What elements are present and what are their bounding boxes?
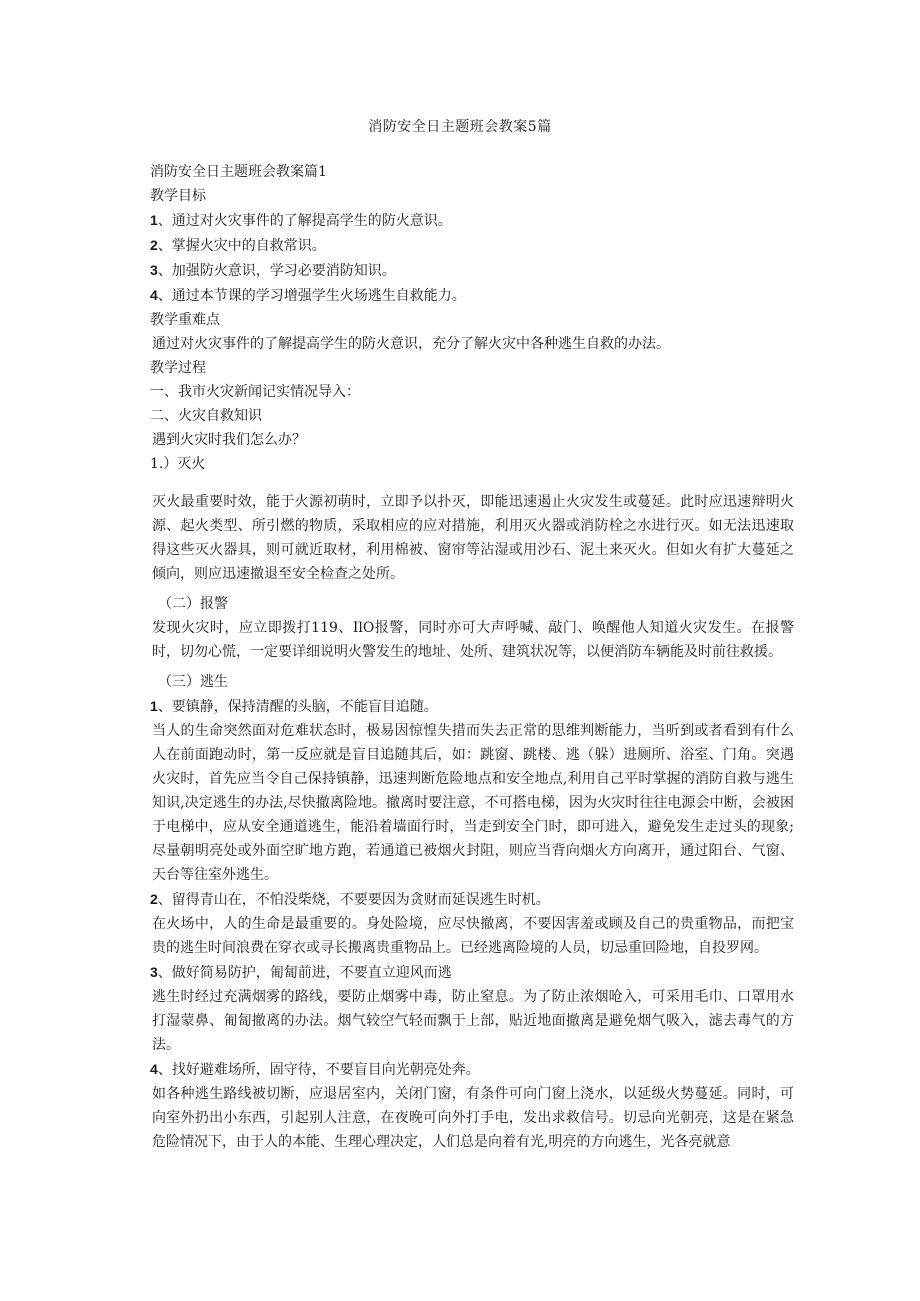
escape-paragraph: 如各种逃生路线被切断，应退居室内，关闭门窗，有条件可向门窗上浇水，以延级火势蔓延。同时，可向室外扔出小东西，引起别人注意，在夜晚可向外打手电，发出求救信号。切忌向光朝亮，这是在紧急危险情况下，由于人的本能、生理心理决定，人们总是向着有光,明亮的方向逃生，光各亮就意 (152, 1086, 794, 1150)
subsection-heading-report: （二）报警 (158, 596, 228, 612)
paragraph-report: 发现火灾时，应立即拨打119、IlO报警，同时亦可大声呼喊、敲门、唤醒他人知道火灾发生。在报警时，切勿心慌，一定要详细说明火警发生的地址、处所、建筑状况等，以便消防车辆能及时前往救援。 (152, 620, 794, 660)
escape-paragraph: 逃生时经过充满烟雾的路线，要防止烟雾中毒，防止窒息。为了防止浓烟呛入，可采用毛巾、口罩用水打湿蒙鼻、匍匐撤离的办法。烟气较空气轻而飘于上部，贴近地面撤离是避免烟气吸入，滤去毒气的方法。 (152, 989, 794, 1053)
goal-text: 、通过本节课的学习增强学生火场逃生自救能力。 (157, 288, 466, 304)
escape-point (138, 694, 794, 719)
goal-number: 1 (150, 212, 158, 228)
paragraph-extinguish: 灭火最重要时效，能于火源初萌时，立即予以扑灭，即能迅速遏止火灾发生或蔓延。此时应迅速辩明火源、起火类型、所引燃的物质，采取相应的应对措施，利用灭火器或消防栓之水进行灭。如无法迅速取得这些灭火器具，则可就近取材，利用棉被、窗帘等沾湿或用沙石、泥土来灭火。但如火有扩大蔓延之倾向，则应迅速撤退至安全检查之处所。 (152, 494, 794, 582)
subsection-heading-extinguish: 1.）灭火 (150, 456, 206, 472)
escape-point-text: 、留得青山在，不怕没柴烧，不要要因为贪财而延误逃生时机。 (157, 892, 550, 908)
escape-point-number: 4 (150, 1061, 158, 1077)
process-heading: 教学过程 (150, 360, 206, 376)
escape-point-text: 、找好避难场所，固守待，不要盲目向光朝亮处奔。 (157, 1062, 480, 1078)
goal-text: 、掌握火灾中的自救常识。 (157, 238, 326, 254)
goal-item (138, 258, 794, 283)
goal-item (138, 233, 794, 258)
goal-number: 3 (150, 262, 158, 278)
escape-point-text: 、要镇静，保持清醒的头脑，不能盲目追随。 (157, 699, 438, 715)
document-body (138, 160, 794, 1154)
goal-text: 、通过对火灾事件的了解提高学生的防火意识。 (157, 213, 452, 229)
goal-item (138, 208, 794, 233)
escape-point (138, 887, 794, 912)
escape-paragraph: 当人的生命突然面对危难状态时，极易因惊惶失措而失去正常的思维判断能力，当听到或者看到有什么人在前面跑动时，第一反应就是盲目追随其后，如：跳窗、跳楼、逃（躲）进厕所、浴室、门角。突遇火灾时，首先应当令自己保持镇静，迅速判断危险地点和安全地点,利用自己平时掌握的消防自救与逃生知识,决定逃生的办法,尽快撤离险地。撤离时要注意，不可搭电梯，因为火灾时往往电源会中断，会被困于电梯中，应从安全通道逃生，能沿着墙面行时，当走到安全门时，即可进入，避免发生走过头的现象;尽量朝明亮处或外面空旷地方跑，若通道已被烟火封阻，则应当背向烟火方向离开，通过阳台、气窗、天台等往室外逃生。 (152, 723, 794, 883)
key-points-text: 通过对火灾事件的了解提高学生的防火意识，充分了解火灾中各种逃生自救的办法。 (152, 336, 670, 352)
key-points-heading: 教学重难点 (150, 312, 220, 328)
question-text: 遇到火灾时我们怎么办？ (152, 432, 306, 448)
goals-heading: 教学目标 (150, 188, 206, 204)
escape-point-number: 1 (150, 698, 158, 714)
document-title: 消防安全日主题班会教案5篇 (368, 119, 552, 135)
escape-point-number: 2 (150, 891, 158, 907)
escape-point (138, 960, 794, 985)
escape-point (138, 1057, 794, 1082)
goal-item (138, 283, 794, 308)
goal-text: 、加强防火意识，学习必要消防知识。 (157, 263, 396, 279)
process-step-1: 一、我市火灾新闻记实情况导入： (150, 384, 360, 400)
escape-point-text: 、做好简易防护，匍匐前进，不要直立迎风而逃 (157, 965, 452, 981)
escape-paragraph: 在火场中，人的生命是最重要的。身处险境，应尽快撤离，不要因害羞或顾及自己的贵重物品，而把宝贵的逃生时间浪费在穿衣或寻长搬离贵重物品上。已经逃离险境的人员，切忌重回险地，自投罗网。 (152, 916, 794, 956)
lesson-heading: 消防安全日主题班会教案篇1 (150, 164, 327, 180)
escape-point-number: 3 (150, 964, 158, 980)
goal-number: 4 (150, 287, 158, 303)
goal-number: 2 (150, 237, 158, 253)
subsection-heading-escape: （三）逃生 (158, 674, 228, 690)
process-step-2: 二、火灾自救知识 (150, 408, 262, 424)
